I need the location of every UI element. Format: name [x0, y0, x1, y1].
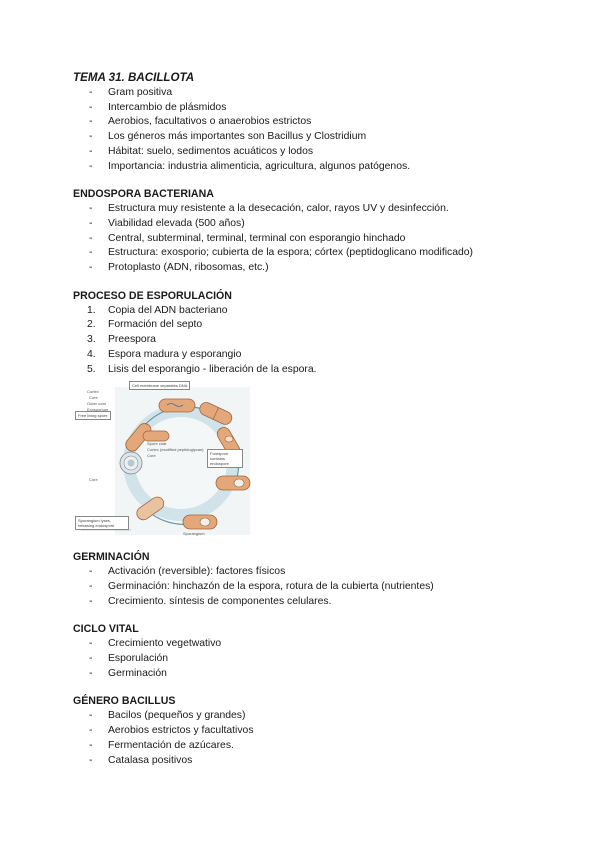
section-title-endospora: ENDOSPORA BACTERIANA: [73, 188, 214, 201]
label-left-3: Outer coat: [87, 401, 106, 407]
germinating-cell: [143, 431, 169, 441]
label-center-3: Core: [147, 453, 156, 459]
caption-right-box: Forespore contains endospore: [207, 449, 243, 468]
list-esporulacion: [73, 304, 553, 378]
list-item: 1. Copia del ADN bacteriano: [87, 304, 228, 316]
caption-left-box: Free living spore: [75, 411, 111, 420]
section-title-bacillus: GÉNERO BACILLUS: [73, 695, 176, 708]
list-item: - Aerobios, facultativos o anaerobios estrictos: [89, 116, 312, 128]
list-item: - Viabilidad elevada (500 años): [89, 217, 245, 229]
section-title-tema: TEMA 31. BACILLOTA: [73, 71, 195, 84]
section-ciclo: [73, 622, 553, 681]
list-item: - Germinación: [89, 667, 167, 679]
list-germinacion: [73, 565, 553, 609]
section-title-esporulacion: PROCESO DE ESPORULACIÓN: [73, 289, 232, 302]
list-ciclo: [73, 637, 553, 681]
list-tema: [73, 86, 553, 174]
cell-bottom: [183, 515, 217, 529]
document-page: [73, 70, 553, 768]
list-endospora: [73, 202, 553, 276]
section-title-germinacion: GERMINACIÓN: [73, 551, 150, 564]
cell-lower-right: [216, 476, 250, 490]
list-item: 5. Lisis del esporangio - liberación de la espora.: [87, 363, 317, 375]
list-item: 3. Preespora: [87, 334, 156, 346]
list-item: - Crecimiento vegetwativo: [89, 638, 222, 650]
label-left-1: Cortex: [87, 389, 99, 395]
section-esporulacion: [73, 289, 553, 538]
sporulation-cycle-figure: [73, 379, 253, 537]
label-center-1: Spore coat: [147, 441, 167, 447]
list-item: - Estructura muy resistente a la desecación, calor, rayos UV y desinfección.: [89, 203, 449, 215]
list-item: - Germinación: hinchazón de la espora, rotura de la cubierta (nutrientes): [89, 580, 434, 592]
list-item: 2. Formación del septo: [87, 319, 203, 331]
caption-top-box: Cell membrane separates DNA: [129, 381, 190, 390]
list-item: - Gram positiva: [89, 87, 173, 98]
section-tema: [73, 70, 553, 174]
list-item: - Estructura: exosporio; cubierta de la espora; córtex (peptidoglicano modificado): [89, 247, 474, 259]
list-item: - Fermentación de azúcares.: [89, 739, 234, 751]
label-sporangium: Sporangium: [183, 531, 205, 537]
list-item: - Los géneros más importantes son Bacillus y Clostridium: [89, 131, 367, 143]
list-item: - Crecimiento. síntesis de componentes celulares.: [89, 595, 332, 607]
list-item: - Intercambio de plásmidos: [89, 101, 227, 113]
list-item: - Esporulación: [89, 653, 169, 665]
list-item: - Hábitat: suelo, sedimentos acuáticos y lodos: [89, 145, 314, 157]
caption-bottom-box: Sporangium lyses, releasing endospore: [75, 516, 129, 530]
section-endospora: [73, 187, 553, 276]
section-title-ciclo: CICLO VITAL: [73, 623, 139, 636]
list-item: - Bacilos (pequeños y grandes): [89, 710, 246, 722]
label-center-2: Cortex (modified peptidoglycan): [147, 447, 204, 453]
list-bacillus: [73, 709, 553, 768]
label-left-2: Core: [89, 395, 98, 401]
list-item: - Aerobios estrictos y facultativos: [89, 725, 254, 737]
list-item: 4. Espora madura y esporangio: [87, 348, 242, 360]
section-germinacion: [73, 550, 553, 609]
label-core: Core: [89, 477, 98, 483]
list-item: - Central, subterminal, terminal, terminal con esporangio hinchado: [89, 232, 406, 244]
list-item: - Importancia: industria alimenticia, agricultura, algunos patógenos.: [89, 160, 411, 172]
section-bacillus: [73, 694, 553, 768]
list-item: - Protoplasto (ADN, ribosomas, etc.): [89, 262, 269, 274]
label-left-4: Exosporium: [87, 407, 109, 413]
free-spore: [120, 452, 142, 474]
list-item: - Activación (reversible): factores físicos: [89, 566, 286, 578]
list-item: - Catalasa positivos: [89, 754, 193, 766]
cell-top: [159, 399, 195, 412]
